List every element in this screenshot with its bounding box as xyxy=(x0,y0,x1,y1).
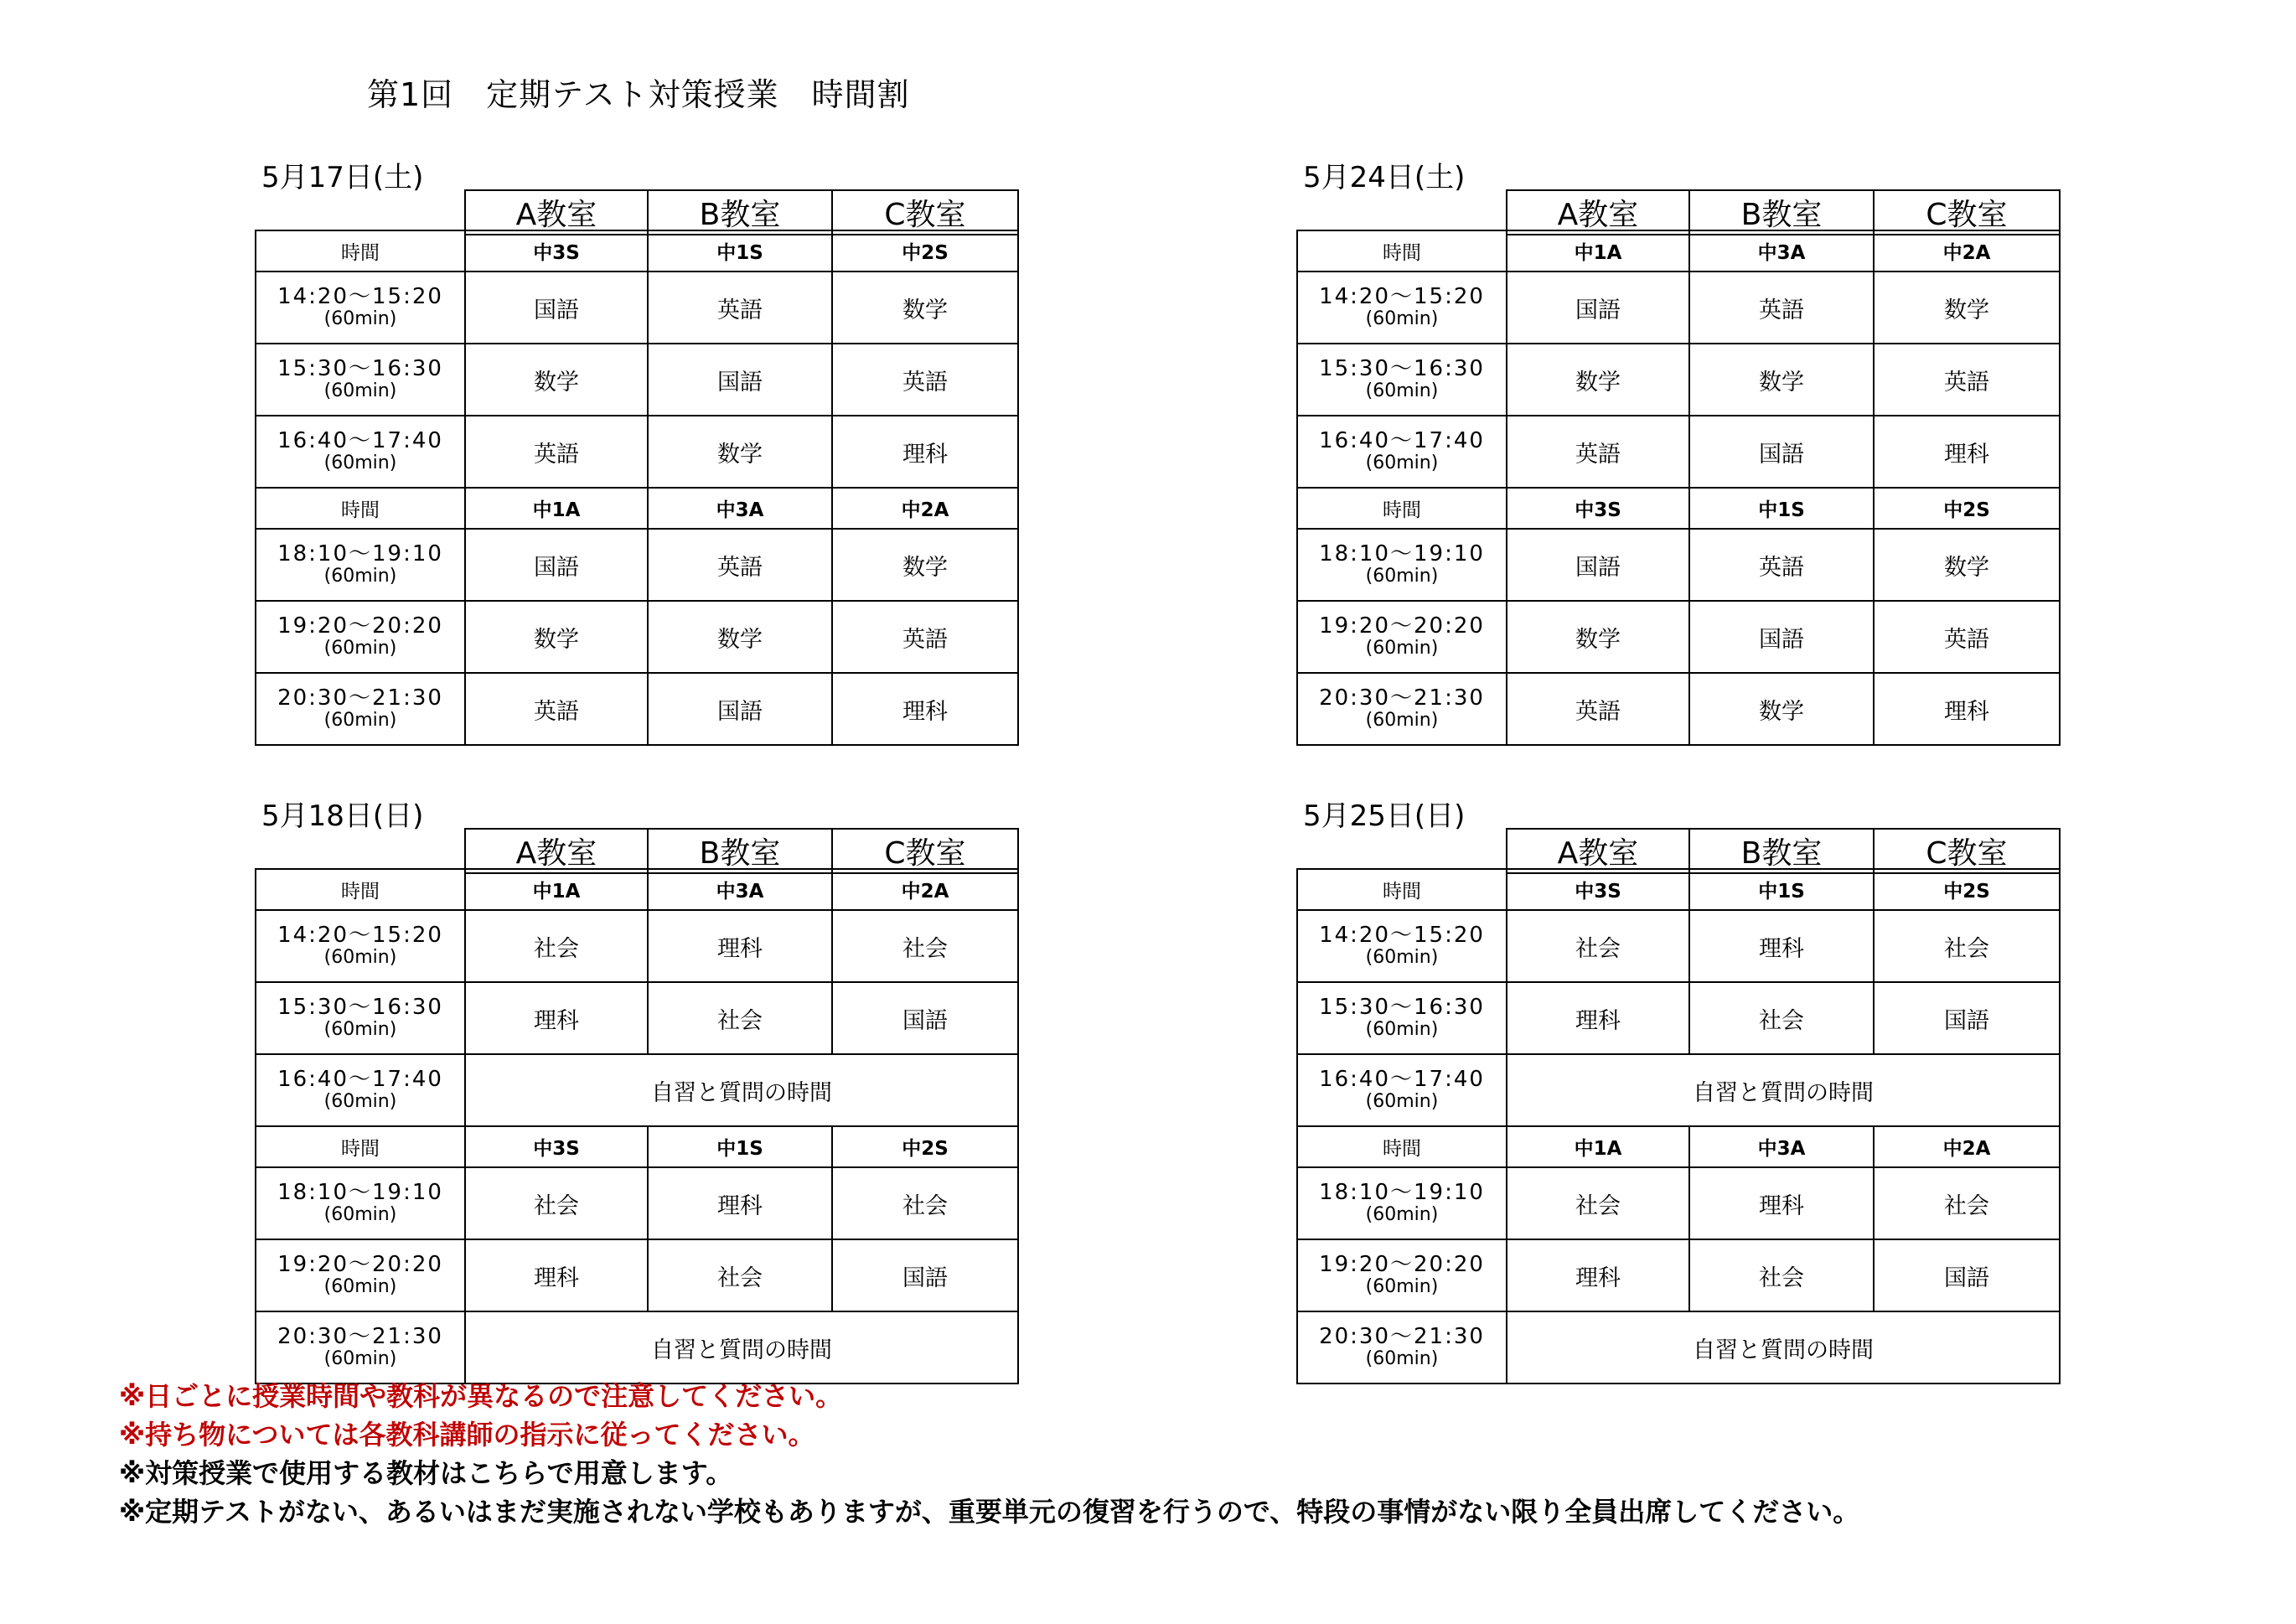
subject-cell: 理科 xyxy=(832,416,1018,488)
subject-cell: 社会 xyxy=(648,1239,832,1311)
time-cell: 18:10～19:10 (60min) xyxy=(256,1167,465,1239)
note-line: ※対策授業で使用する教材はこちらで用意します。 xyxy=(119,1457,733,1489)
class-cell: 中3S xyxy=(1507,488,1689,529)
class-cell: 中3A xyxy=(1689,230,1874,272)
room-c: C教室 xyxy=(832,829,1018,873)
subject-cell: 社会 xyxy=(465,1167,648,1239)
subject-cell: 理科 xyxy=(1689,910,1874,982)
class-cell: 中1A xyxy=(465,488,648,529)
subject-cell: 国語 xyxy=(1507,272,1689,344)
class-cell: 中3S xyxy=(1507,869,1689,910)
subject-cell: 英語 xyxy=(1874,601,2060,673)
class-cell: 中1S xyxy=(1689,488,1874,529)
subject-cell: 国語 xyxy=(465,529,648,601)
time-cell: 19:20～20:20 (60min) xyxy=(1297,601,1507,673)
subject-cell: 英語 xyxy=(1507,673,1689,745)
subject-cell: 数学 xyxy=(465,601,648,673)
subject-cell: 国語 xyxy=(465,272,648,344)
room-b: B教室 xyxy=(648,829,832,873)
room-header xyxy=(464,189,1019,235)
timetable xyxy=(1296,230,2061,746)
timetable xyxy=(255,230,1019,746)
subject-cell: 数学 xyxy=(1507,601,1689,673)
time-header: 時間 xyxy=(1297,488,1507,529)
subject-cell: 社会 xyxy=(1689,1239,1874,1311)
class-cell: 中2A xyxy=(832,488,1018,529)
subject-cell: 社会 xyxy=(648,982,832,1054)
note-line: ※持ち物については各教科講師の指示に従ってください。 xyxy=(119,1419,815,1451)
subject-cell: 数学 xyxy=(1874,529,2060,601)
subject-cell: 理科 xyxy=(648,1167,832,1239)
day-label: 5月24日(土) xyxy=(1303,161,1466,194)
slot-row xyxy=(256,601,1018,673)
room-a: A教室 xyxy=(465,190,648,235)
class-row xyxy=(256,869,1018,910)
subject-cell: 社会 xyxy=(832,1167,1018,1239)
room-b: B教室 xyxy=(1689,190,1874,235)
subject-cell: 社会 xyxy=(1874,910,2060,982)
subject-cell: 数学 xyxy=(1689,673,1874,745)
subject-cell: 理科 xyxy=(1689,1167,1874,1239)
time-cell: 19:20～20:20 (60min) xyxy=(1297,1239,1507,1311)
subject-cell: 数学 xyxy=(648,416,832,488)
slot-row xyxy=(256,1054,1018,1126)
subject-cell: 英語 xyxy=(1874,344,2060,416)
time-cell: 16:40～17:40 (60min) xyxy=(256,1054,465,1126)
slot-row xyxy=(256,1311,1018,1384)
time-cell: 18:10～19:10 (60min) xyxy=(256,529,465,601)
day-label: 5月18日(日) xyxy=(261,799,424,833)
subject-cell: 社会 xyxy=(1507,910,1689,982)
slot-row xyxy=(1297,529,2060,601)
time-header: 時間 xyxy=(1297,230,1507,272)
time-header: 時間 xyxy=(256,869,465,910)
slot-row xyxy=(1297,1054,2060,1126)
subject-cell: 数学 xyxy=(832,272,1018,344)
class-cell: 中2A xyxy=(832,869,1018,910)
time-header: 時間 xyxy=(256,230,465,272)
class-row xyxy=(1297,230,2060,272)
class-row xyxy=(256,488,1018,529)
class-cell: 中3A xyxy=(648,869,832,910)
subject-cell: 国語 xyxy=(832,982,1018,1054)
time-cell: 20:30～21:30 (60min) xyxy=(256,673,465,745)
time-header: 時間 xyxy=(1297,869,1507,910)
subject-cell: 理科 xyxy=(465,982,648,1054)
room-header xyxy=(1506,189,2061,235)
class-row xyxy=(1297,488,2060,529)
subject-cell: 理科 xyxy=(1507,982,1689,1054)
timetable xyxy=(255,868,1019,1384)
time-cell: 15:30～16:30 (60min) xyxy=(256,982,465,1054)
time-cell: 20:30～21:30 (60min) xyxy=(256,1311,465,1384)
subject-cell: 数学 xyxy=(1874,272,2060,344)
slot-row xyxy=(256,1167,1018,1239)
time-header: 時間 xyxy=(256,1126,465,1167)
subject-cell: 数学 xyxy=(832,529,1018,601)
class-cell: 中2S xyxy=(1874,488,2060,529)
subject-cell: 英語 xyxy=(648,529,832,601)
class-cell: 中2A xyxy=(1874,230,2060,272)
slot-row xyxy=(256,910,1018,982)
class-cell: 中2S xyxy=(1874,869,2060,910)
class-cell: 中2A xyxy=(1874,1126,2060,1167)
self-study-cell: 自習と質問の時間 xyxy=(1507,1054,2060,1126)
class-cell: 中3A xyxy=(648,488,832,529)
class-cell: 中2S xyxy=(832,230,1018,272)
slot-row xyxy=(1297,1239,2060,1311)
subject-cell: 数学 xyxy=(1689,344,1874,416)
subject-cell: 理科 xyxy=(1874,673,2060,745)
slot-row xyxy=(256,673,1018,745)
subject-cell: 社会 xyxy=(1689,982,1874,1054)
subject-cell: 国語 xyxy=(1689,416,1874,488)
slot-row xyxy=(256,1239,1018,1311)
time-cell: 20:30～21:30 (60min) xyxy=(1297,1311,1507,1384)
room-a: A教室 xyxy=(465,829,648,873)
time-cell: 15:30～16:30 (60min) xyxy=(256,344,465,416)
subject-cell: 社会 xyxy=(1874,1167,2060,1239)
class-cell: 中1S xyxy=(648,230,832,272)
subject-cell: 社会 xyxy=(832,910,1018,982)
day-label: 5月17日(土) xyxy=(261,161,424,194)
slot-row xyxy=(256,982,1018,1054)
subject-cell: 英語 xyxy=(832,344,1018,416)
room-c: C教室 xyxy=(1874,829,2060,873)
slot-row xyxy=(1297,416,2060,488)
time-cell: 14:20～15:20 (60min) xyxy=(1297,910,1507,982)
note-line: ※日ごとに授業時間や教科が異なるので注意してください。 xyxy=(119,1380,843,1412)
subject-cell: 英語 xyxy=(1689,272,1874,344)
subject-cell: 国語 xyxy=(1874,982,2060,1054)
time-cell: 15:30～16:30 (60min) xyxy=(1297,982,1507,1054)
class-row xyxy=(1297,869,2060,910)
subject-cell: 数学 xyxy=(648,601,832,673)
subject-cell: 英語 xyxy=(832,601,1018,673)
time-cell: 16:40～17:40 (60min) xyxy=(1297,1054,1507,1126)
subject-cell: 数学 xyxy=(465,344,648,416)
room-b: B教室 xyxy=(648,190,832,235)
subject-cell: 英語 xyxy=(1689,529,1874,601)
time-header: 時間 xyxy=(256,488,465,529)
slot-row xyxy=(1297,1311,2060,1384)
slot-row xyxy=(1297,910,2060,982)
time-header: 時間 xyxy=(1297,1126,1507,1167)
self-study-cell: 自習と質問の時間 xyxy=(465,1311,1018,1384)
class-row xyxy=(1297,1126,2060,1167)
subject-cell: 英語 xyxy=(1507,416,1689,488)
room-a: A教室 xyxy=(1507,829,1689,873)
slot-row xyxy=(256,416,1018,488)
subject-cell: 理科 xyxy=(1507,1239,1689,1311)
class-cell: 中2S xyxy=(832,1126,1018,1167)
subject-cell: 理科 xyxy=(648,910,832,982)
class-cell: 中1A xyxy=(465,869,648,910)
time-cell: 14:20～15:20 (60min) xyxy=(1297,272,1507,344)
subject-cell: 国語 xyxy=(1689,601,1874,673)
notes xyxy=(119,1377,1859,1531)
subject-cell: 国語 xyxy=(1507,529,1689,601)
class-cell: 中1S xyxy=(1689,869,1874,910)
subject-cell: 国語 xyxy=(648,344,832,416)
time-cell: 14:20～15:20 (60min) xyxy=(256,272,465,344)
time-cell: 19:20～20:20 (60min) xyxy=(256,601,465,673)
self-study-cell: 自習と質問の時間 xyxy=(465,1054,1018,1126)
page-title: 第1回 定期テスト対策授業 時間割 xyxy=(367,76,910,113)
class-cell: 中3S xyxy=(465,230,648,272)
slot-row xyxy=(1297,272,2060,344)
class-cell: 中1S xyxy=(648,1126,832,1167)
time-cell: 19:20～20:20 (60min) xyxy=(256,1239,465,1311)
slot-row xyxy=(1297,673,2060,745)
self-study-cell: 自習と質問の時間 xyxy=(1507,1311,2060,1384)
time-cell: 16:40～17:40 (60min) xyxy=(1297,416,1507,488)
class-row xyxy=(256,1126,1018,1167)
slot-row xyxy=(256,272,1018,344)
class-row xyxy=(256,230,1018,272)
room-a: A教室 xyxy=(1507,190,1689,235)
slot-row xyxy=(256,344,1018,416)
time-cell: 16:40～17:40 (60min) xyxy=(256,416,465,488)
subject-cell: 社会 xyxy=(1507,1167,1689,1239)
class-cell: 中1A xyxy=(1507,1126,1689,1167)
subject-cell: 国語 xyxy=(1874,1239,2060,1311)
time-cell: 20:30～21:30 (60min) xyxy=(1297,673,1507,745)
time-cell: 14:20～15:20 (60min) xyxy=(256,910,465,982)
slot-row xyxy=(1297,982,2060,1054)
subject-cell: 英語 xyxy=(465,416,648,488)
subject-cell: 社会 xyxy=(465,910,648,982)
room-header xyxy=(464,828,1019,874)
subject-cell: 理科 xyxy=(832,673,1018,745)
subject-cell: 英語 xyxy=(465,673,648,745)
subject-cell: 国語 xyxy=(832,1239,1018,1311)
class-cell: 中1A xyxy=(1507,230,1689,272)
subject-cell: 理科 xyxy=(1874,416,2060,488)
room-c: C教室 xyxy=(1874,190,2060,235)
note-line: ※定期テストがない、あるいはまだ実施されない学校もありますが、重要単元の復習を行うので、特段の事情がない限り全員出席してください。 xyxy=(119,1496,1860,1528)
subject-cell: 理科 xyxy=(465,1239,648,1311)
slot-row xyxy=(256,529,1018,601)
time-cell: 18:10～19:10 (60min) xyxy=(1297,1167,1507,1239)
timetable xyxy=(1296,868,2061,1384)
slot-row xyxy=(1297,1167,2060,1239)
time-cell: 18:10～19:10 (60min) xyxy=(1297,529,1507,601)
subject-cell: 国語 xyxy=(648,673,832,745)
slot-row xyxy=(1297,601,2060,673)
time-cell: 15:30～16:30 (60min) xyxy=(1297,344,1507,416)
slot-row xyxy=(1297,344,2060,416)
class-cell: 中3A xyxy=(1689,1126,1874,1167)
room-c: C教室 xyxy=(832,190,1018,235)
room-header xyxy=(1506,828,2061,874)
room-b: B教室 xyxy=(1689,829,1874,873)
class-cell: 中3S xyxy=(465,1126,648,1167)
subject-cell: 英語 xyxy=(648,272,832,344)
day-label: 5月25日(日) xyxy=(1303,799,1466,833)
subject-cell: 数学 xyxy=(1507,344,1689,416)
